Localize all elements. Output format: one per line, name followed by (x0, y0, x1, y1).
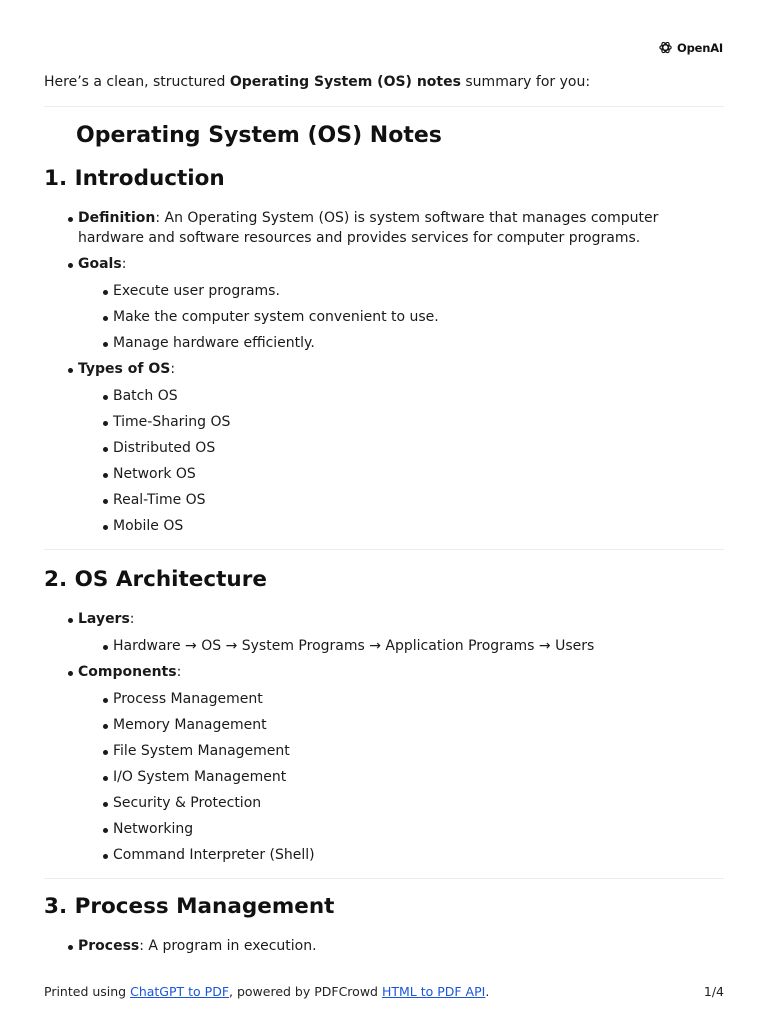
section-heading-os-architecture: 2. OS Architecture (44, 567, 267, 592)
sub-item: Security & Protection (44, 794, 714, 814)
sub-item: Real-Time OS (44, 491, 714, 511)
term: Goals (78, 256, 122, 272)
layers-sublist (78, 637, 714, 657)
process-text: A program in execution. (148, 938, 317, 954)
list-item-components (44, 663, 714, 865)
goals-sublist (78, 282, 714, 354)
intro-prefix: Here’s a clean, structured (44, 74, 230, 90)
separator: : (176, 664, 182, 680)
types-sublist (78, 387, 714, 537)
intro-bold: Operating System (OS) notes (229, 74, 461, 90)
sub-item: Mobile OS (44, 517, 714, 537)
sub-item: Make the computer system convenient to use. (44, 308, 714, 328)
logo-text: OpenAI (677, 40, 723, 55)
section-heading-introduction: 1. Introduction (44, 166, 225, 191)
sub-item: I/O System Management (44, 768, 714, 788)
intro-sentence (44, 72, 590, 92)
sub-item: Time-Sharing OS (44, 413, 714, 433)
sub-item: Command Interpreter (Shell) (44, 846, 714, 866)
term: Process (78, 938, 140, 954)
sub-item: Batch OS (44, 387, 714, 407)
sub-item: Networking (44, 820, 714, 840)
separator: : (170, 361, 176, 377)
divider (44, 878, 724, 879)
term: Components (78, 664, 177, 680)
term: Definition (78, 210, 156, 226)
footer-prefix: Printed using (44, 984, 131, 999)
sub-item: Process Management (44, 690, 714, 710)
separator: : (139, 938, 149, 954)
sub-item: File System Management (44, 742, 714, 762)
openai-knot-icon (658, 40, 673, 55)
term: Layers (78, 611, 130, 627)
html-to-pdf-api-link[interactable]: HTML to PDF API (381, 984, 486, 999)
intro-suffix: summary for you: (460, 74, 591, 90)
divider (44, 106, 724, 107)
sub-item: Hardware → OS → System Programs → Application Programs → Users (44, 637, 714, 657)
footer-suffix: . (485, 984, 490, 999)
section-heading-process-management: 3. Process Management (44, 894, 335, 919)
sub-item: Memory Management (44, 716, 714, 736)
divider (44, 549, 724, 550)
list-item-process (44, 937, 714, 957)
term: Types of OS (78, 361, 171, 377)
footer-middle: , powered by PDFCrowd (229, 984, 382, 999)
definition-text: An Operating System (OS) is system software that manages computer hardware and software resources and provides services for computer programs. (78, 210, 659, 246)
list-item-definition (44, 209, 714, 248)
document-title: Operating System (OS) Notes (76, 123, 442, 148)
sub-item: Execute user programs. (44, 282, 714, 302)
list-item-goals (44, 255, 714, 353)
sub-item: Distributed OS (44, 439, 714, 459)
list-item-layers (44, 610, 714, 656)
separator: : (129, 611, 135, 627)
separator: : (155, 210, 165, 226)
openai-logo (658, 40, 723, 55)
chatgpt-to-pdf-link[interactable]: ChatGPT to PDF (130, 984, 230, 999)
list-item-types-of-os (44, 360, 714, 536)
separator: : (121, 256, 127, 272)
footer (44, 984, 724, 999)
process-list (44, 937, 714, 964)
introduction-list (44, 209, 714, 543)
architecture-list (44, 610, 714, 872)
sub-item: Network OS (44, 465, 714, 485)
components-sublist (78, 690, 714, 866)
page-number: 1/4 (703, 984, 724, 999)
sub-item: Manage hardware efficiently. (44, 334, 714, 354)
